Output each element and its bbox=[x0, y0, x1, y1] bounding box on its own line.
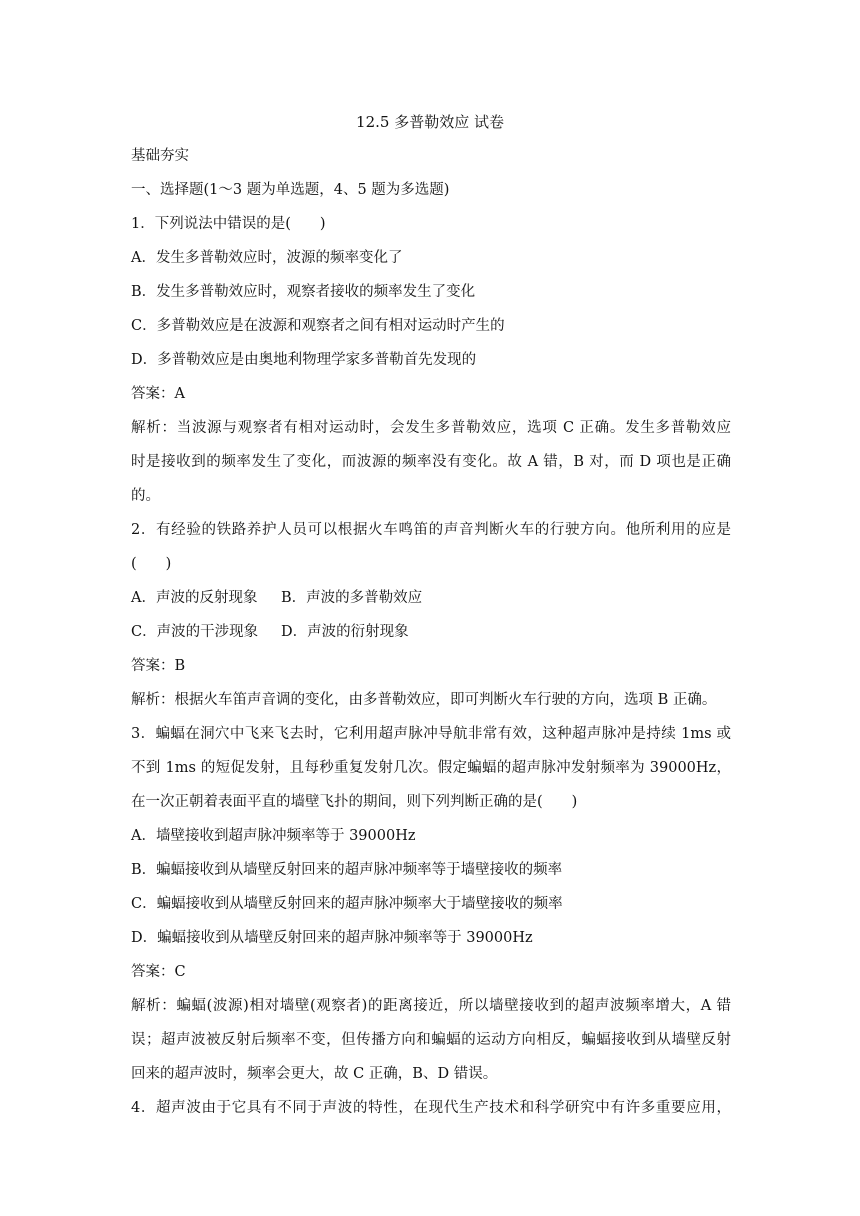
question-1-option-c: C．多普勒效应是在波源和观察者之间有相对运动时产生的 bbox=[131, 318, 505, 334]
part-heading: 一、选择题(1～3 题为单选题，4、5 题为多选题) bbox=[131, 182, 450, 198]
question-1-analysis-line: 的。 bbox=[131, 488, 160, 504]
question-3-stem-line: 不到 1ms 的短促发射，且每秒重复发射几次。假定蝙蝠的超声脉冲发射频率为 39000Hz， bbox=[131, 760, 731, 776]
question-3-stem-line: 在一次正朝着表面平直的墙壁飞扑的期间，则下列判断正确的是( ) bbox=[131, 794, 578, 810]
question-1-option-b: B．发生多普勒效应时，观察者接收的频率发生了变化 bbox=[131, 284, 476, 300]
question-3-stem-line: 3．蝙蝠在洞穴中飞来飞去时，它利用超声脉冲导航非常有效，这种超声脉冲是持续 1ms 或 bbox=[131, 726, 731, 742]
question-2-options-row bbox=[131, 622, 731, 656]
question-2-option-d: D．声波的衍射现象 bbox=[281, 624, 409, 640]
question-3-option-d: D．蝙蝠接收到从墙壁反射回来的超声脉冲频率等于 39000Hz bbox=[131, 930, 533, 946]
question-3-analysis-line: 解析：蝙蝠(波源)相对墙壁(观察者)的距离接近，所以墙壁接收到的超声波频率增大，A 错 bbox=[131, 998, 731, 1014]
question-3-answer: 答案：C bbox=[131, 964, 186, 980]
question-3-option-b: B．蝙蝠接收到从墙壁反射回来的超声脉冲频率等于墙壁接收的频率 bbox=[131, 862, 563, 878]
question-3-option-c: C．蝙蝠接收到从墙壁反射回来的超声脉冲频率大于墙壁接收的频率 bbox=[131, 896, 563, 912]
question-1-answer: 答案：A bbox=[131, 386, 185, 402]
question-2-option-b: B．声波的多普勒效应 bbox=[281, 590, 423, 606]
question-2-stem-line: 2．有经验的铁路养护人员可以根据火车鸣笛的声音判断火车的行驶方向。他所利用的应是 bbox=[131, 522, 731, 538]
question-2-option-a: A．声波的反射现象 bbox=[131, 590, 258, 606]
question-3-analysis-line: 误；超声波被反射后频率不变，但传播方向和蝙蝠的运动方向相反，蝙蝠接收到从墙壁反射 bbox=[131, 1032, 731, 1048]
question-1-stem: 1．下列说法中错误的是( ) bbox=[131, 216, 326, 232]
question-1-analysis-line: 时是接收到的频率发生了变化，而波源的频率没有变化。故 A 错，B 对，而 D 项也是正确 bbox=[131, 454, 731, 470]
question-2-analysis: 解析：根据火车笛声音调的变化，由多普勒效应，即可判断火车行驶的方向，选项 B 正确。 bbox=[131, 692, 717, 708]
question-1-option-a: A．发生多普勒效应时，波源的频率变化了 bbox=[131, 250, 403, 266]
section-heading: 基础夯实 bbox=[131, 148, 189, 164]
question-2-option-c: C．声波的干涉现象 bbox=[131, 624, 259, 640]
question-4-stem: 4．超声波由于它具有不同于声波的特性，在现代生产技术和科学研究中有许多重要应用， bbox=[131, 1100, 731, 1116]
question-3-option-a: A．墙壁接收到超声脉冲频率等于 39000Hz bbox=[131, 828, 416, 844]
document-title: 12.5 多普勒效应 试卷 bbox=[356, 113, 504, 131]
question-2-stem-line: ( ) bbox=[131, 556, 172, 572]
document-body bbox=[131, 146, 731, 1132]
question-2-answer: 答案：B bbox=[131, 658, 186, 674]
question-1-option-d: D．多普勒效应是由奥地利物理学家多普勒首先发现的 bbox=[131, 352, 477, 368]
question-2-options-row bbox=[131, 588, 731, 622]
question-3-analysis-line: 回来的超声波时，频率会更大，故 C 正确，B、D 错误。 bbox=[131, 1066, 498, 1082]
question-1-analysis-line: 解析：当波源与观察者有相对运动时，会发生多普勒效应，选项 C 正确。发生多普勒效应 bbox=[131, 420, 731, 436]
